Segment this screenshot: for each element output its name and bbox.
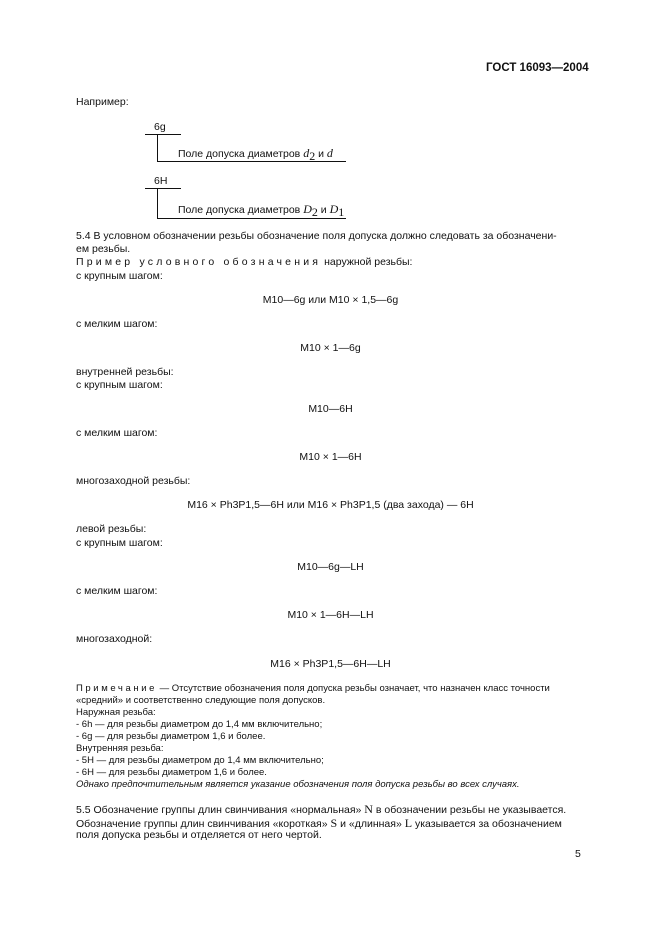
section-5-5-line3: поля допуска резьбы и отделяется от него чертой. [76, 829, 322, 841]
multistart-label: многозаходной: [76, 633, 153, 645]
note-internal-heading: Внутренняя резьба: [76, 743, 164, 754]
example-heading: Пример условного обозначения наружной резьбы: [76, 256, 413, 268]
multistart-thread-label: многозаходной резьбы: [76, 475, 191, 487]
formula-1: M10—6g или M10 × 1,5—6g [262, 294, 399, 306]
note-internal-item-1: - 5H — для резьбы диаметром до 1,4 мм включительно; [76, 755, 324, 766]
diagram-caption: Поле допуска диаметров $d_2$ и d [178, 146, 333, 164]
left-thread-label: левой резьбы: [76, 523, 147, 535]
formula-3: M10—6H [308, 403, 353, 415]
note-external-item-2: - 6g — для резьбы диаметром 1,6 и более. [76, 731, 266, 742]
formula-5: M16 × Ph3P1,5—6H или M16 × Ph3P1,5 (два захода) — 6H [187, 499, 474, 511]
fine-pitch-label: с мелким шагом: [76, 585, 158, 597]
formula-8: M16 × Ph3P1,5—6H—LH [270, 658, 391, 670]
formula-7: M10 × 1—6H—LH [287, 609, 374, 621]
note-external-heading: Наружная резьба: [76, 707, 156, 718]
coarse-pitch-label: с крупным шагом: [76, 537, 163, 549]
note-external-item-1: - 6h — для резьбы диаметром до 1,4 мм включительно; [76, 719, 323, 730]
formula-4: M10 × 1—6H [299, 451, 362, 463]
diagram-top-line [145, 188, 181, 189]
section-5-5-line2: Обозначение группы длин свинчивания «короткая» S и «длинная» L указывается за обозначением [76, 816, 562, 830]
note-line-2: «средний» и соответственно следующие поля допусков. [76, 695, 326, 706]
diagram-label-6g: 6g [154, 121, 166, 133]
note-internal-item-2: - 6H — для резьбы диаметром 1,6 и более. [76, 767, 267, 778]
note-preferred: Однако предпочтительным является указание обозначения поля допуска резьбы во всех случаях. [76, 779, 520, 790]
coarse-pitch-label: с крупным шагом: [76, 270, 163, 282]
diagram-vertical-line [157, 134, 158, 161]
formula-6: M10—6g—LH [297, 561, 364, 573]
diagram-label-6H: 6H [154, 175, 168, 187]
section-5-5-line1: 5.5 Обозначение группы длин свинчивания «нормальная» N в обозначении резьбы не указывается. [76, 802, 567, 816]
diagram-vertical-line [157, 188, 158, 218]
intro-text: Например: [76, 96, 129, 108]
page-number: 5 [575, 848, 581, 860]
internal-thread-label: внутренней резьбы: [76, 366, 174, 378]
formula-2: M10 × 1—6g [300, 342, 361, 354]
note-line-1: Примечание — Отсутствие обозначения поля допуска резьбы означает, что назначен класс точности [76, 683, 550, 694]
diagram-top-line [145, 134, 181, 135]
section-5-4-line1: 5.4 В условном обозначении резьбы обозначение поля допуска должно следовать за обозначени- [76, 230, 557, 242]
fine-pitch-label: с мелким шагом: [76, 427, 158, 439]
fine-pitch-label: с мелким шагом: [76, 318, 158, 330]
coarse-pitch-label: с крупным шагом: [76, 379, 163, 391]
diagram-caption: Поле допуска диаметров $D_2$ и $D_1$ [178, 202, 345, 220]
section-5-4-line2: ем резьбы. [76, 243, 131, 255]
standard-header: ГОСТ 16093—2004 [486, 62, 589, 74]
